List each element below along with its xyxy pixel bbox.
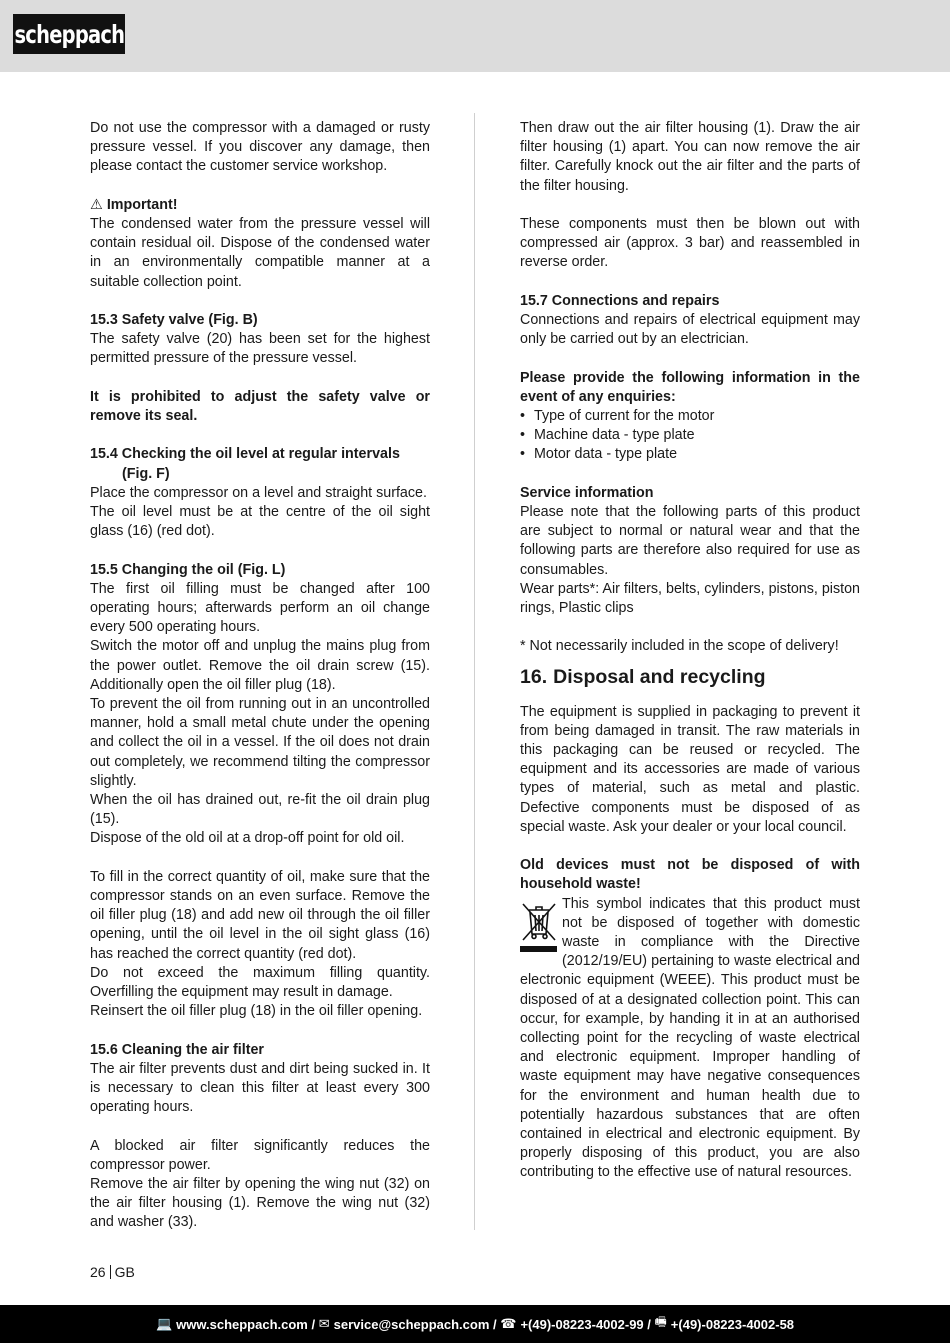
paragraph: Then draw out the air filter housing (1). Draw the air filter housing (1) apart. You can now remove the air filter. Carefully knock out the air filter and the parts of the filter housing. bbox=[520, 120, 860, 194]
paragraph: Please note that the following parts of this product are subject to normal or natural wear and that the following parts are therefore also required for use as consumables. bbox=[520, 504, 860, 578]
section-heading-15-5: 15.5 Changing the oil (Fig. L) bbox=[90, 561, 286, 578]
paragraph: To fill in the correct quantity of oil, make sure that the compressor stands on an even surface. Remove the oil filler plug (18) and add new oil through the oil filler opening, until the oil level in the oil sight glass (16) has reached the correct quantity (red dot). bbox=[90, 868, 430, 962]
phone-icon: ☎ bbox=[500, 1316, 517, 1331]
old-devices-heading: Old devices must not be disposed of with household waste! bbox=[520, 857, 860, 893]
crossed-bin-icon bbox=[520, 898, 558, 956]
paragraph: To prevent the oil from running out in an uncontrolled manner, hold a small metal chute under the opening and collect the oil in a vessel. If the oil does not drain out completely, we recommend tilting the compressor slightly. bbox=[90, 696, 430, 789]
section-heading-15-4: 15.4 Checking the oil level at regular intervals (Fig. F) bbox=[90, 446, 400, 482]
list-item: • Type of current for the motor bbox=[520, 407, 860, 426]
paragraph: Do not use the compressor with a damaged or rusty pressure vessel. If you discover any damage, then please contact the customer service workshop. bbox=[90, 120, 430, 175]
paragraph: Place the compressor on a level and straight surface. bbox=[90, 484, 427, 501]
right-column bbox=[520, 119, 860, 1183]
paragraph: These components must then be blown out with compressed air (approx. 3 bar) and reassembled in reverse order. bbox=[520, 216, 860, 271]
paragraph: Connections and repairs of electrical equipment may only be carried out by an electrician. bbox=[520, 312, 860, 348]
page-number: 26 GB bbox=[90, 1264, 135, 1280]
header-bar bbox=[0, 0, 950, 72]
fax-icon: 🖷 bbox=[654, 1314, 667, 1329]
warning-text: It is prohibited to adjust the safety valve or remove its seal. bbox=[90, 388, 430, 424]
list-item: • Motor data - type plate bbox=[520, 445, 860, 464]
paragraph: Switch the motor off and unplug the mains plug from the power outlet. Remove the oil drain screw (15). Additionally open the oil filler plug (18). bbox=[90, 638, 430, 693]
column-divider bbox=[474, 113, 475, 1230]
paragraph: The safety valve (20) has been set for the highest permitted pressure of the pressure vessel. bbox=[90, 331, 430, 367]
section-heading-15-6: 15.6 Cleaning the air filter bbox=[90, 1041, 264, 1058]
weee-paragraph: This symbol indicates that this product must not be disposed of together with domestic waste in compliance with the Directive (2012/19/EU) pertaining to waste electrical and electronic equipment (WEEE). This product must be disposed of at a designated collection point. This can occur, for example, by handing it in at an authorised collecting point for the recycling of waste electrical and electronic equipment. Improper handling of waste equipment may have negative consequences for the environment and human health due to potentially hazardous substances that are often contained in electrical and electronic equipment. By properly disposing of this product, you are also contributing to the effective use of natural resources. bbox=[520, 895, 860, 1181]
paragraph: The oil level must be at the centre of the oil sight glass (16) (red dot). bbox=[90, 504, 430, 540]
enquiries-list bbox=[520, 407, 860, 465]
section-heading-15-7: 15.7 Connections and repairs bbox=[520, 292, 720, 309]
email-link[interactable]: service@scheppach.com / bbox=[333, 1316, 497, 1332]
footer-bar bbox=[0, 1305, 950, 1343]
paragraph: Reinsert the oil filler plug (18) in the oil filler opening. bbox=[90, 1003, 423, 1020]
paragraph: The equipment is supplied in packaging to prevent it from being damaged in transit. The raw materials in this packaging can be reused or recycled. The equipment and its accessories are made of various types of material, such as metal and plastic. Defective components must be disposed of as special waste. Ask your dealer or your local council. bbox=[520, 703, 860, 835]
computer-icon: 💻 bbox=[155, 1316, 173, 1331]
paragraph: Do not exceed the maximum filling quantity. Overfilling the equipment may result in damage. bbox=[90, 964, 430, 1001]
footnote: * Not necessarily included in the scope of delivery! bbox=[520, 638, 839, 655]
list-item: • Machine data - type plate bbox=[520, 426, 860, 445]
paragraph: A blocked air filter significantly reduces the compressor power. bbox=[90, 1137, 430, 1173]
section-heading-16: 16. Disposal and recycling bbox=[520, 665, 766, 688]
phone-number: +(49)-08223-4002-99 / bbox=[520, 1316, 651, 1332]
scheppach-logo: scheppach bbox=[13, 14, 125, 54]
fax-number: +(49)-08223-4002-58 bbox=[670, 1316, 795, 1332]
paragraph: The air filter prevents dust and dirt being sucked in. It is necessary to clean this filter at least every 300 operating hours. bbox=[90, 1060, 430, 1116]
enquiries-heading: Please provide the following information in the event of any enquiries: bbox=[520, 369, 860, 405]
important-heading: ⚠ Important! bbox=[90, 196, 178, 213]
paragraph: When the oil has drained out, re-fit the oil drain plug (15). bbox=[90, 792, 430, 828]
paragraph: Remove the air filter by opening the wing nut (32) on the air filter housing (1). Remove the wing nut (32) and washer (33). bbox=[90, 1176, 430, 1231]
section-heading-15-3: 15.3 Safety valve (Fig. B) bbox=[90, 312, 258, 328]
paragraph: Wear parts*: Air filters, belts, cylinders, pistons, piston rings, Plastic clips bbox=[520, 580, 860, 617]
paragraph: The first oil filling must be changed after 100 operating hours; afterwards perform an oil change every 500 operating hours. bbox=[90, 580, 430, 636]
website-link[interactable]: www.scheppach.com / bbox=[176, 1316, 316, 1332]
paragraph: The condensed water from the pressure vessel will contain residual oil. Dispose of the condensed water in an environmentally compatible manner at a suitable collection point. bbox=[90, 216, 430, 290]
paragraph: Dispose of the old oil at a drop-off point for old oil. bbox=[90, 830, 405, 847]
left-column bbox=[90, 119, 430, 1233]
service-heading: Service information bbox=[520, 484, 654, 501]
warning-icon: ⚠ bbox=[90, 196, 103, 213]
mail-icon: ✉ bbox=[318, 1316, 330, 1331]
